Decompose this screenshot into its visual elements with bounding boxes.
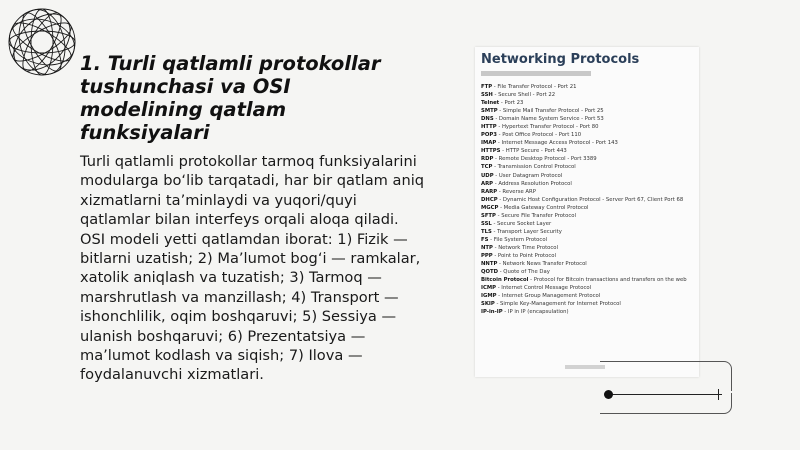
protocol-list-item (481, 107, 695, 115)
protocol-list-item (481, 99, 695, 107)
protocol-list-item (481, 188, 695, 196)
protocol-list-item (481, 228, 695, 236)
protocol-description: - Port 23 (499, 100, 524, 107)
protocol-description: - Hypertext Transfer Protocol - Port 80 (496, 124, 599, 131)
protocol-description: - Network Time Protocol (492, 244, 559, 251)
protocol-description: - Network News Transfer Protocol (497, 261, 587, 268)
document-subtitle-blurred (481, 71, 591, 76)
document-footer-blurred (565, 365, 605, 369)
protocol-abbr: ICMP (481, 285, 497, 292)
protocol-description: - Protocol for Bitcoin transactions and transfers on the web (528, 277, 687, 284)
protocol-list-item (481, 212, 695, 220)
protocol-description: - Transport Layer Security (491, 228, 562, 235)
protocol-description: - Reverse ARP (497, 188, 536, 195)
protocol-abbr: IGMP (481, 293, 497, 300)
protocol-abbr: RARP (481, 188, 498, 195)
protocol-description: - User Datagram Protocol (493, 172, 563, 179)
slider-handle[interactable] (604, 390, 613, 399)
protocol-list-item (481, 276, 695, 284)
protocol-list-item (481, 147, 695, 155)
protocol-abbr: IMAP (481, 140, 497, 147)
protocol-description: - Secure Socket Layer (491, 220, 552, 227)
protocol-description: - File System Protocol (488, 236, 548, 243)
protocol-abbr: POP3 (481, 132, 497, 139)
protocol-description: - Address Resolution Protocol (493, 180, 572, 187)
protocol-abbr: HTTP (481, 124, 497, 131)
protocol-list-item (481, 204, 695, 212)
protocol-description: - Secure Shell - Port 22 (492, 92, 556, 99)
protocol-abbr: ARP (481, 180, 494, 187)
protocol-description: - Simple Key-Management for Internet Protocol (494, 301, 621, 308)
protocol-abbr: SSH (481, 92, 493, 99)
protocol-abbr: DNS (481, 116, 494, 123)
protocol-list-item (481, 268, 695, 276)
protocol-list-item (481, 163, 695, 171)
protocol-description: - HTTP Secure - Port 443 (500, 148, 567, 155)
protocol-abbr: FTP (481, 84, 493, 90)
protocol-list-item (481, 308, 695, 316)
protocol-list-item (481, 83, 695, 91)
protocol-abbr: FS (481, 236, 489, 243)
protocol-description: - File Transfer Protocol - Port 21 (492, 84, 577, 90)
protocol-description: - Post Office Protocol - Port 110 (496, 132, 582, 139)
protocol-abbr: QOTD (481, 269, 499, 276)
protocol-description: - Transmission Control Protocol (492, 164, 576, 171)
protocol-abbr: DHCP (481, 196, 498, 203)
protocol-abbr: UDP (481, 172, 494, 179)
network-sphere-logo (4, 4, 80, 80)
protocol-list-item (481, 244, 695, 252)
protocol-list-item (481, 300, 695, 308)
protocol-description: - Secure File Transfer Protocol (495, 212, 576, 219)
slider-end-marker (718, 389, 719, 400)
protocol-description: - Point to Point Protocol (492, 252, 556, 259)
decorative-frame-top (600, 361, 732, 391)
protocol-abbr: SKIP (481, 301, 495, 308)
protocol-list-item (481, 220, 695, 228)
slider-track (609, 394, 722, 395)
protocol-list-item (481, 91, 695, 99)
protocol-list-item (481, 292, 695, 300)
protocol-list-item (481, 115, 695, 123)
protocol-list-item (481, 123, 695, 131)
slide-body-text: Turli qatlamli protokollar tarmoq funksiyalarini modularga bo‘lib tarqatadi, har bir qatlam aniq xizmatlarni ta’minlaydi va yuqori/quyi qatlamlar bilan interfeys orqali aloqa qiladi. OSI modeli yetti qatlamdan iborat: 1) Fizik — bitlarni uzatish; 2) Ma’lumot bog‘i — ramkalar, xatolik aniqlash va tuzatish; 3) Tarmoq — marshrutlash va manzillash; 4) Transport — ishonchlilik, oqim boshqaruvi; 5) Sessiya — ulanish boshqaruvi; 6) Prezentatsiya — ma’lumot kodlash va siqish; 7) Ilova — foydalanuvchi xizmatlari. (80, 153, 425, 384)
protocol-description: - IP in IP (encapsulation) (502, 309, 569, 316)
protocol-list-item (481, 236, 695, 244)
protocol-abbr: IP-in-IP (481, 309, 503, 316)
protocol-list-item (481, 260, 695, 268)
protocol-list-item (481, 155, 695, 163)
protocol-abbr: TCP (481, 164, 493, 171)
protocol-description: - Dynamic Host Configuration Protocol - Server Port 67, Client Port 68 (497, 196, 684, 203)
document-title: Networking Protocols (481, 52, 640, 67)
protocol-abbr: TLS (481, 228, 492, 235)
protocol-list-item (481, 139, 695, 147)
protocol-description: - Internet Control Message Protocol (496, 285, 592, 292)
protocol-description: - Simple Mail Transfer Protocol - Port 25 (497, 108, 604, 115)
protocol-list-item (481, 284, 695, 292)
protocol-abbr: SMTP (481, 108, 498, 115)
protocol-description: - Internet Group Management Protocol (496, 293, 601, 300)
protocol-list (481, 83, 695, 316)
protocol-abbr: Telnet (481, 100, 500, 107)
protocol-list-item (481, 180, 695, 188)
protocol-abbr: RDP (481, 156, 494, 163)
protocol-description: - Media Gateway Control Protocol (498, 204, 589, 211)
protocol-list-item (481, 252, 695, 260)
protocol-abbr: SSL (481, 220, 492, 227)
protocol-abbr: HTTPS (481, 148, 501, 155)
protocol-description: - Domain Name System Service - Port 53 (493, 116, 604, 123)
protocol-list-item (481, 172, 695, 180)
protocol-description: - Quote of The Day (498, 269, 550, 276)
networking-protocols-document (475, 47, 699, 377)
protocol-abbr: SFTP (481, 212, 496, 219)
slide-title: 1. Turli qatlamli protokollar tushunchasi va OSI modelining qatlam funksiyalari (80, 52, 381, 144)
protocol-abbr: PPP (481, 252, 493, 259)
protocol-description: - Internet Message Access Protocol - Port 143 (496, 140, 618, 147)
protocol-description: - Remote Desktop Protocol - Port 3389 (493, 156, 597, 163)
protocol-abbr: NNTP (481, 261, 498, 268)
protocol-list-item (481, 131, 695, 139)
protocol-abbr: MGCP (481, 204, 499, 211)
protocol-list-item (481, 196, 695, 204)
protocol-abbr: NTP (481, 244, 493, 251)
protocol-abbr: Bitcoin Protocol (481, 277, 529, 284)
decorative-frame-bottom (600, 393, 732, 414)
